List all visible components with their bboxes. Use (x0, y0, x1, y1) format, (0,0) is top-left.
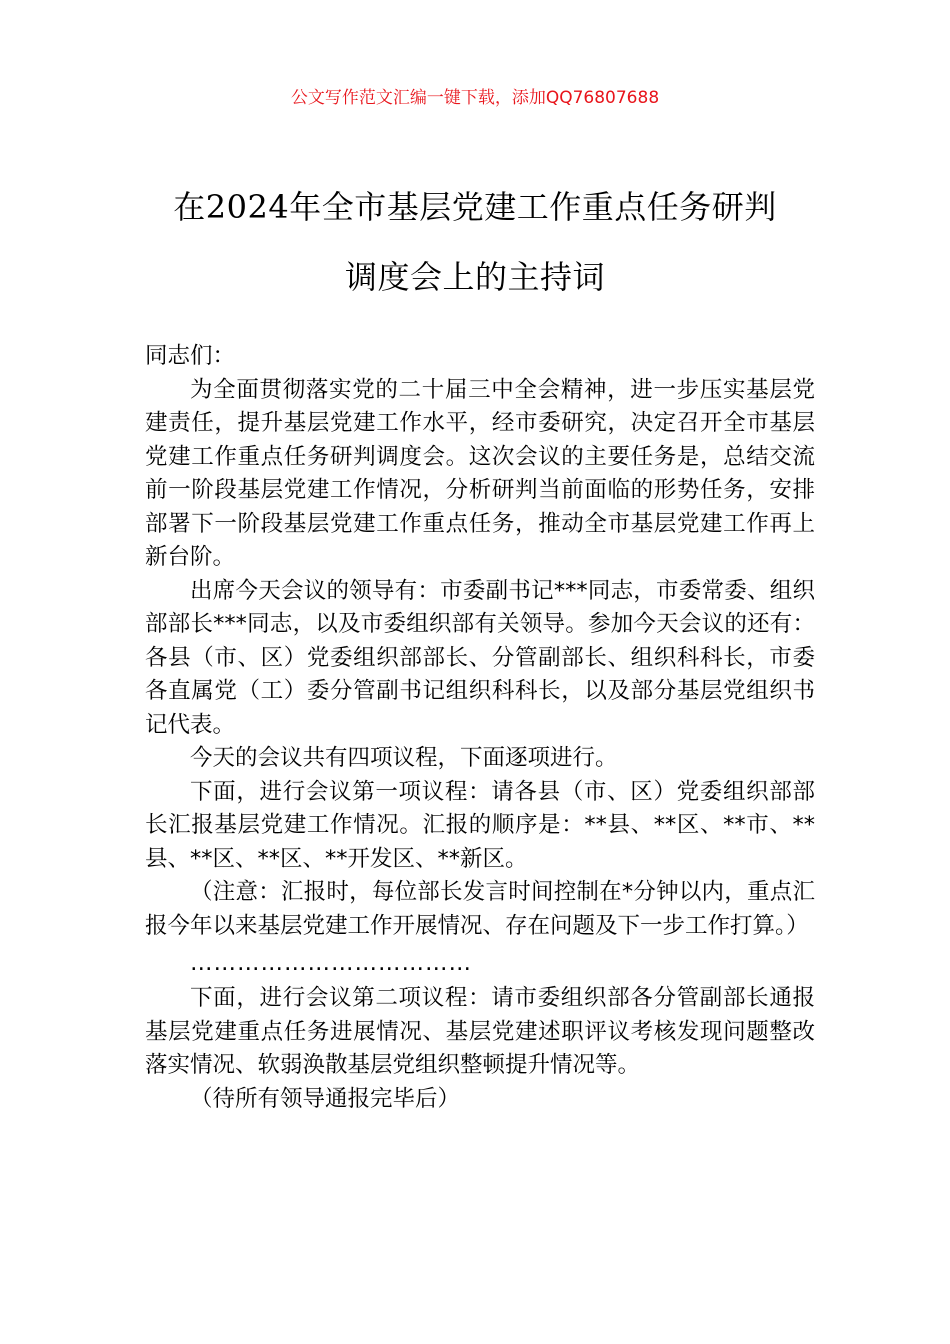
paragraph-attendees: 出席今天会议的领导有：市委副书记***同志，市委常委、组织部部长***同志，以及市委组织部有关领导。参加今天会议的还有：各县（市、区）党委组织部部长、分管副部长、组织科科长，市委各直属党（工）委分管副书记组织科科长，以及部分基层党组织书记代表。 (145, 577, 815, 738)
paragraph-agenda-item-2: 下面，进行会议第二项议程：请市委组织部各分管副部长通报基层党建重点任务进展情况、基层党建述职评议考核发现问题整改落实情况、软弱涣散基层党组织整顿提升情况等。 (145, 985, 815, 1078)
title-line-1: 在2024年全市基层党建工作重点任务研判 (173, 188, 777, 226)
paragraph-agenda-item-1: 下面，进行会议第一项议程：请各县（市、区）党委组织部部长汇报基层党建工作情况。汇报的顺序是：**县、**区、**市、**县、**区、**区、**开发区、**新区。 (145, 778, 815, 872)
ellipsis-divider: ……………………………… (190, 950, 472, 976)
watermark-text: 公文写作范文汇编一键下载，添加QQ76807688 (290, 88, 660, 108)
paragraph-note: （注意：汇报时，每位部长发言时间控制在*分钟以内，重点汇报今年以来基层党建工作开展情况、存在问题及下一步工作打算。） (145, 879, 815, 939)
paragraph-pending-note: （待所有领导通报完毕后） (190, 1085, 461, 1112)
title-line-2: 调度会上的主持词 (344, 258, 605, 296)
paragraph-purpose: 为全面贯彻落实党的二十届三中全会精神，进一步压实基层党建责任，提升基层党建工作水平，经市委研究，决定召开全市基层党建工作重点任务研判调度会。这次会议的主要任务是，总结交流前一阶段基层党建工作情况，分析研判当前面临的形势任务，安排部署下一阶段基层党建工作重点任务，推动全市基层党建工作再上新台阶。 (145, 376, 815, 570)
document-title (130, 172, 820, 312)
paragraph-agenda-intro: 今天的会议共有四项议程，下面逐项进行。 (190, 745, 618, 771)
document-body (145, 340, 815, 1116)
salutation: 同志们： (145, 343, 236, 369)
